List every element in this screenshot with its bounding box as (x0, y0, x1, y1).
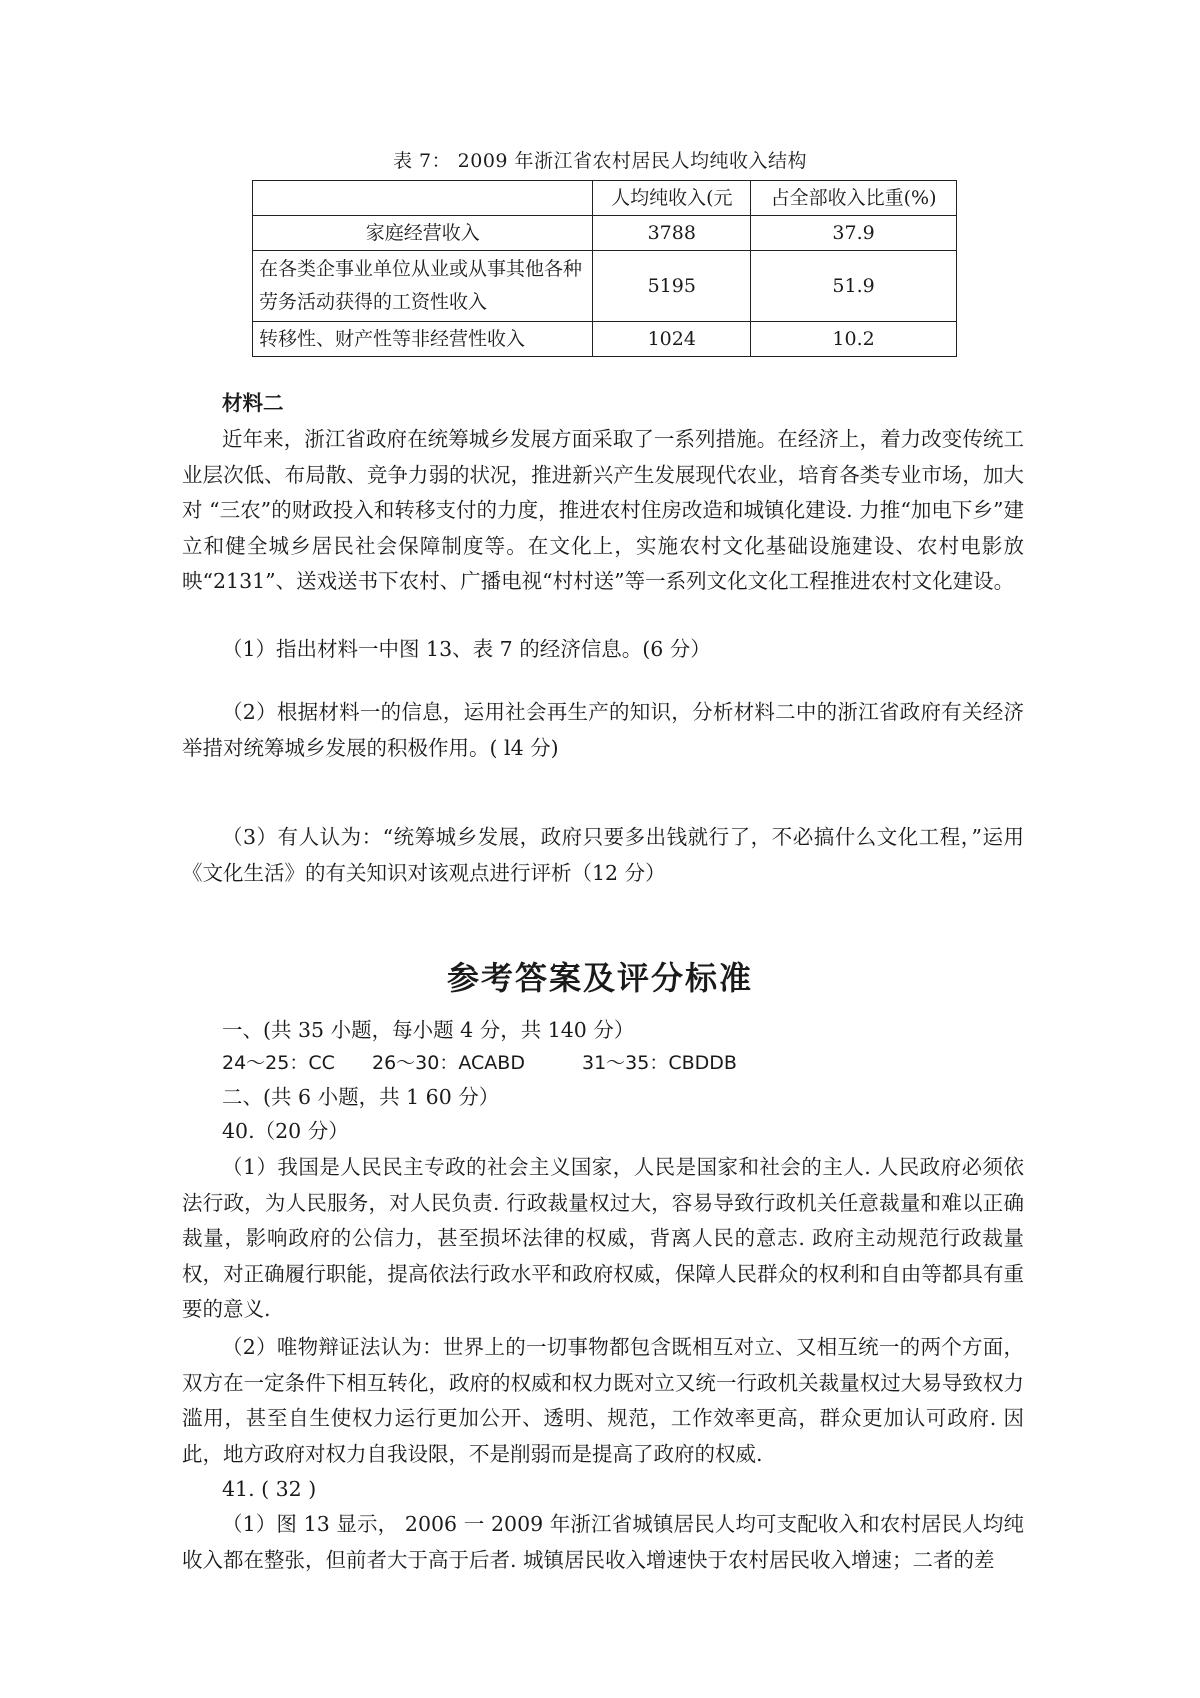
row-label: 家庭经营收入 (253, 216, 593, 251)
choice-group: 26～30：ACABD (372, 1052, 525, 1074)
row-income: 1024 (593, 322, 751, 357)
row-share: 10.2 (751, 322, 957, 357)
table-header-cell: 占全部收入比重(%) (751, 181, 957, 216)
table-header-cell (253, 181, 593, 216)
row-income: 3788 (593, 216, 751, 251)
row-income: 5195 (593, 251, 751, 322)
q40-answer-2: （2）唯物辩证法认为：世界上的一切事物都包含既相互对立、又相互统一的两个方面，双方在一定条件下相互转化，政府的权威和权力既对立又统一行政机关裁量权过大易导致权力滥用，甚至自生使权力运行更加公开、透明、规范，工作效率更高，群众更加认可政府. 因此，地方政府对权力自我设限，不是削弱而是提高了政府的权威. (182, 1335, 1024, 1466)
section-2-heading: 二、(共 6 小题，共 1 60 分） (222, 1085, 500, 1109)
table-row (253, 322, 957, 357)
table-header-row (253, 181, 957, 216)
choice-group: 24～25：CC (222, 1052, 335, 1074)
q40-answer-1: （1）我国是人民民主专政的社会主义国家，人民是国家和社会的主人. 人民政府必须依法行政，为人民服务，对人民负责. 行政裁量权过大，容易导致行政机关任意裁量和难以正确裁量，影响政府的公信力，甚至损坏法律的权威，背离人民的意志. 政府主动规范行政裁量权，对正确履行职能，提高依法行政水平和政府权威，保障人民群众的权利和自由等都具有重要的意义. (182, 1155, 1024, 1321)
choice-answers (222, 1046, 1024, 1082)
question-2: （2）根据材料一的信息，运用社会再生产的知识，分析材料二中的浙江省政府有关经济举措对统筹城乡发展的积极作用。( l4 分) (182, 700, 1024, 760)
question-3: （3）有人认为：“统筹城乡发展，政府只要多出钱就行了，不必搞什么文化工程，”运用《文化生活》的有关知识对该观点进行评析（12 分） (182, 825, 1024, 885)
q40-heading: 40.（20 分） (222, 1119, 349, 1143)
table-row (253, 251, 957, 322)
section-1-heading: 一、(共 35 小题，每小题 4 分，共 140 分） (222, 1018, 635, 1042)
question-1: （1）指出材料一中图 13、表 7 的经济信息。(6 分） (222, 637, 711, 661)
q41-heading: 41. ( 32 ) (222, 1477, 317, 1501)
row-label: 转移性、财产性等非经营性收入 (253, 322, 593, 357)
table-header-cell: 人均纯收入(元 (593, 181, 751, 216)
material2-body: 近年来，浙江省政府在统筹城乡发展方面采取了一系列措施。在经济上，着力改变传统工业层次低、布局散、竞争力弱的状况，推进新兴产生发展现代农业，培育各类专业市场，加大对 “三农”的财政投入和转移支付的力度，推进农村住房改造和城镇化建设. 力推“加电下乡”建立和健全城乡居民社会保障制度等。在文化上，实施农村文化基础设施建设、农村电影放映“2131”、送戏送书下农村、广播电视“村村送”等一系列文化文化工程推进农村文化建设。 (182, 427, 1024, 593)
income-structure-table (252, 180, 957, 357)
choice-group: 31～35：CBDDB (582, 1052, 737, 1074)
row-label: 在各类企事业单位从业或从事其他各种劳务活动获得的工资性收入 (253, 251, 593, 322)
table-row (253, 216, 957, 251)
material2-heading: 材料二 (222, 391, 284, 415)
table-caption: 表 7： 2009 年浙江省农村居民人均纯收入结构 (392, 150, 808, 172)
row-share: 37.9 (751, 216, 957, 251)
q41-answer-1: （1）图 13 显示， 2006 一 2009 年浙江省城镇居民人均可支配收入和农村居民人均纯收入都在整张，但前者大于高于后者. 城镇居民收入增速快于农村居民收入增速；二者的差 (182, 1512, 1024, 1572)
row-share: 51.9 (751, 251, 957, 322)
answers-title: 参考答案及评分标准 (446, 959, 753, 997)
